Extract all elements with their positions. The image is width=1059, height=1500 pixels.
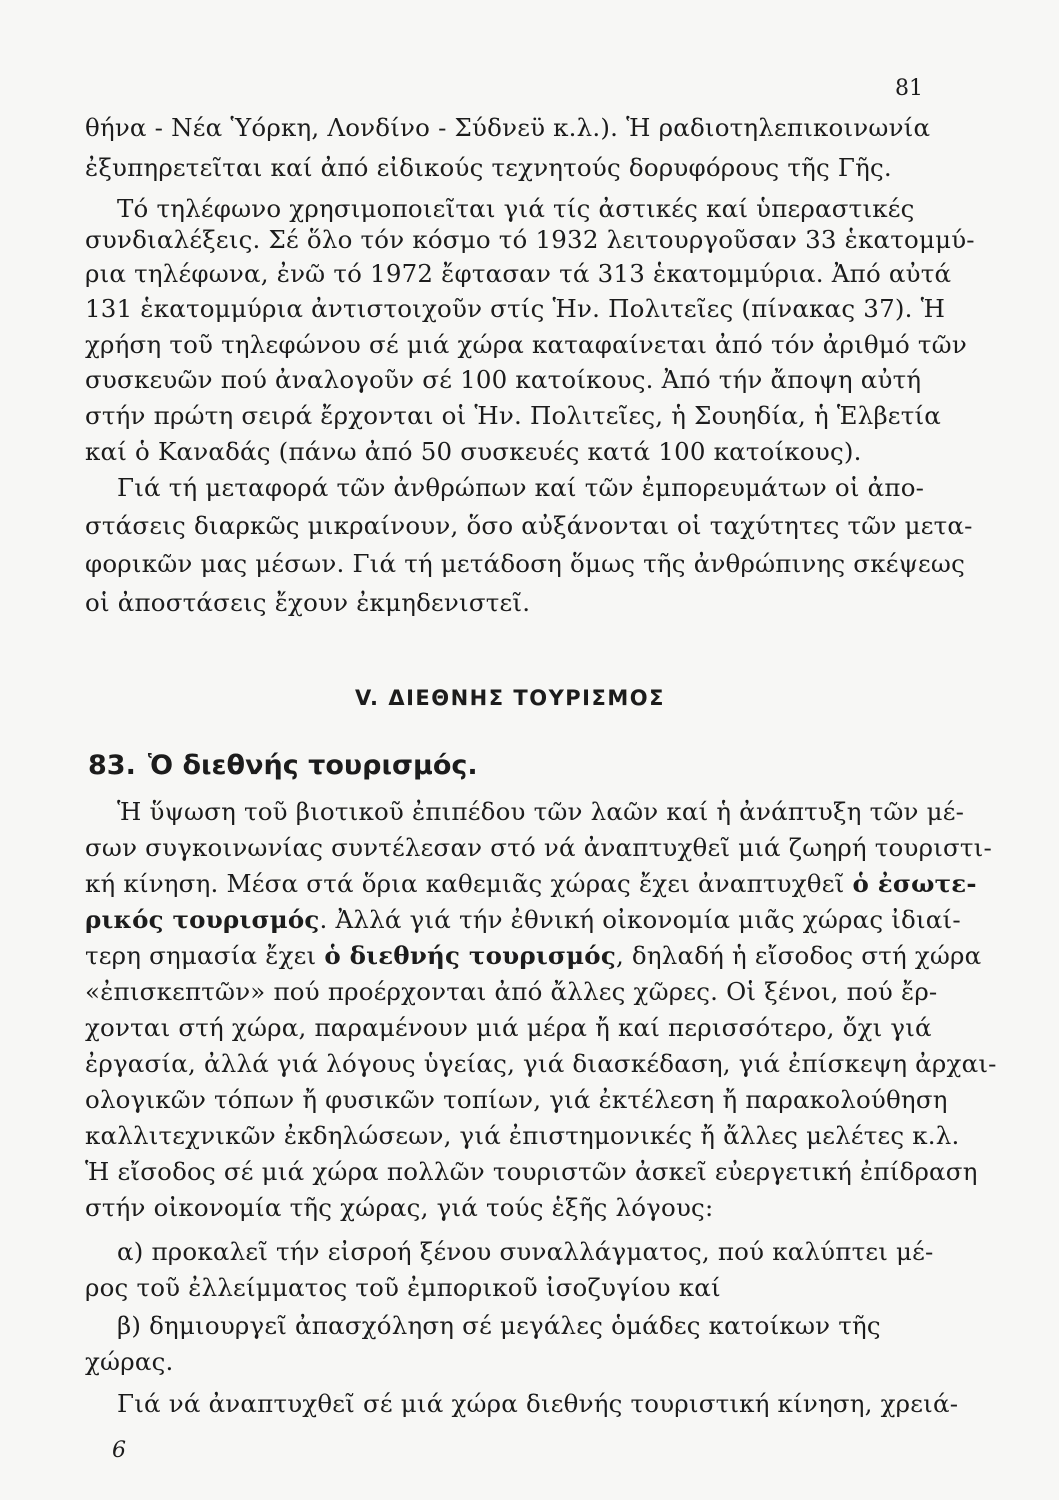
section-heading: V. ΔΙΕΘΝΗΣ ΤΟΥΡΙΣΜΟΣ — [355, 686, 665, 710]
list-item: β) δημιουργεῖ ἀπασχόληση σέ μεγάλες ὁμάδες κατοίκων τῆς — [117, 1311, 881, 1340]
paragraph-line: καί ὁ Καναδάς (πάνω ἀπό 50 συσκευές κατά 100 κατοίκους). — [85, 437, 862, 466]
paragraph-line: σων συγκοινωνίας συντέλεσαν στό νά ἀναπτυχθεῖ μιά ζωηρή τουριστι- — [85, 833, 992, 862]
paragraph-line: ολογικῶν τόπων ἤ φυσικῶν τοπίων, γιά ἐκτέλεση ἤ παρακολούθηση — [85, 1085, 948, 1114]
paragraph-line: Τό τηλέφωνο χρησιμοποιεῖται γιά τίς ἀστικές καί ὑπεραστικές — [117, 194, 915, 223]
paragraph-line: Γιά τή μεταφορά τῶν ἀνθρώπων καί τῶν ἐμπορευμάτων οἱ ἀπο- — [117, 473, 925, 502]
text-run: κή κίνηση. Μέσα στά ὅρια καθεμιᾶς χώρας ἔχει ἀναπτυχθεῖ — [85, 869, 853, 898]
text-run: τερη σημασία ἔχει — [85, 941, 325, 970]
paragraph-line: 131 ἑκατομμύρια ἀντιστοιχοῦν στίς Ἡν. Πολιτεῖες (πίνακας 37). Ἡ — [85, 294, 946, 323]
paragraph-line — [85, 941, 982, 970]
list-item: α) προκαλεῖ τήν εἰσροή ξένου συναλλάγματος, πού καλύπτει μέ- — [117, 1237, 934, 1266]
text-run: . Ἀλλά γιά τήν ἐθνική οἰκονομία μιᾶς χώρας ἰδιαί- — [319, 905, 961, 934]
paragraph-line: Ἡ ὕψωση τοῦ βιοτικοῦ ἐπιπέδου τῶν λαῶν καί ἡ ἀνάπτυξη τῶν μέ- — [117, 797, 965, 826]
paragraph-line — [85, 905, 961, 934]
paragraph-line: συσκευῶν πού ἀναλογοῦν σέ 100 κατοίκους. Ἀπό τήν ἄποψη αὐτή — [85, 365, 922, 394]
bold-term: ὁ ἐσωτε- — [852, 869, 977, 898]
article-number: 83. — [88, 750, 136, 781]
paragraph-line: χρήση τοῦ τηλεφώνου σέ μιά χώρα καταφαίνεται ἀπό τόν ἀριθμό τῶν — [85, 330, 967, 359]
paragraph-line: Ἡ εἴσοδος σέ μιά χώρα πολλῶν τουριστῶν ἀσκεῖ εὐεργετική ἐπίδραση — [85, 1157, 978, 1186]
paragraph-line: φορικῶν μας μέσων. Γιά τή μετάδοση ὅμως τῆς ἀνθρώπινης σκέψεως — [85, 549, 966, 578]
bold-term: ρικός τουρισμός — [85, 905, 320, 934]
article-title — [88, 750, 478, 781]
paragraph-line: «ἐπισκεπτῶν» πού προέρχονται ἀπό ἄλλες χῶρες. Οἱ ξένοι, πού ἔρ- — [85, 977, 938, 1006]
paragraph-line: συνδιαλέξεις. Σέ ὅλο τόν κόσμο τό 1932 λειτουργοῦσαν 33 ἑκατομμύ- — [85, 225, 975, 254]
paragraph-line: ρια τηλέφωνα, ἐνῶ τό 1972 ἔφτασαν τά 313 ἑκατομμύρια. Ἀπό αὐτά — [85, 259, 952, 288]
paragraph-line: καλλιτεχνικῶν ἐκδηλώσεων, γιά ἐπιστημονικές ἤ ἄλλες μελέτες κ.λ. — [85, 1121, 960, 1150]
list-item: ρος τοῦ ἐλλείμματος τοῦ ἐμπορικοῦ ἰσοζυγίου καί — [85, 1273, 721, 1302]
paragraph-line: Γιά νά ἀναπτυχθεῖ σέ μιά χώρα διεθνής τουριστική κίνηση, χρειά- — [117, 1389, 959, 1418]
bold-term: ὁ διεθνής τουρισμός — [324, 941, 616, 970]
paragraph-line: στάσεις διαρκῶς μικραίνουν, ὅσο αὐξάνονται οἱ ταχύτητες τῶν μετα- — [85, 511, 973, 540]
paragraph-line: θήνα - Νέα Ὑόρκη, Λονδίνο - Σύδνεϋ κ.λ.). Ἡ ραδιοτηλεπικοινωνία — [85, 113, 931, 142]
paragraph-line: οἱ ἀποστάσεις ἔχουν ἐκμηδενιστεῖ. — [85, 588, 531, 617]
paragraph-line: στήν πρώτη σειρά ἔρχονται οἱ Ἡν. Πολιτεῖες, ἡ Σουηδία, ἡ Ἑλβετία — [85, 401, 942, 430]
article-title-text: Ὁ διεθνής τουρισμός. — [147, 750, 478, 781]
paragraph-line: στήν οἰκονομία τῆς χώρας, γιά τούς ἑξῆς λόγους: — [85, 1193, 714, 1222]
paragraph-line: ἐργασία, ἀλλά γιά λόγους ὑγείας, γιά διασκέδαση, γιά ἐπίσκεψη ἀρχαι- — [85, 1049, 997, 1078]
text-run: , δηλαδή ἡ εἴσοδος στή χώρα — [615, 941, 982, 970]
paragraph-line: ἐξυπηρετεῖται καί ἀπό εἰδικούς τεχνητούς δορυφόρους τῆς Γῆς. — [85, 153, 892, 182]
paragraph-line: χονται στή χώρα, παραμένουν μιά μέρα ἤ καί περισσότερο, ὄχι γιά — [85, 1013, 932, 1042]
page-signature: 6 — [112, 1438, 126, 1463]
paragraph-line — [85, 869, 977, 898]
page-number: 81 — [895, 76, 923, 101]
list-item: χώρας. — [85, 1347, 174, 1376]
